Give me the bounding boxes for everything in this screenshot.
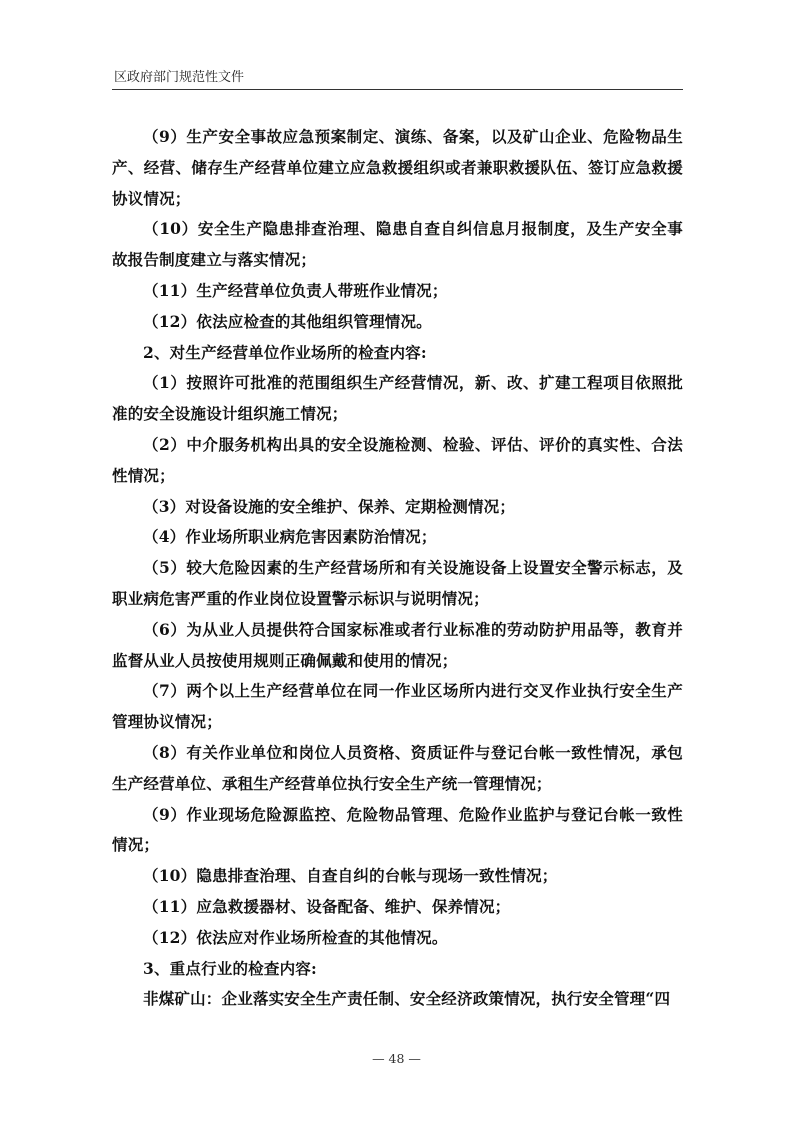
paragraph: （11）应急救援器材、设备配备、维护、保养情况； [143, 896, 511, 916]
paragraph: （2）中介服务机构出具的安全设施检测、检验、评估、评价的真实性、合法性情况； [112, 434, 683, 485]
page-number: — 48 — [372, 1051, 421, 1066]
section-heading: 2、对生产经营单位作业场所的检查内容: [143, 342, 427, 362]
document-body [112, 122, 683, 1015]
paragraph: 非煤矿山：企业落实安全生产责任制、安全经济政策情况，执行安全管理“四 [143, 989, 671, 1009]
paragraph: （10）安全生产隐患排查治理、隐患自查自纠信息月报制度，及生产安全事故报告制度建立与落实情况； [112, 219, 683, 270]
paragraph: （7）两个以上生产经营单位在同一作业区场所内进行交叉作业执行安全生产管理协议情况； [112, 681, 683, 732]
section-heading: 3、重点行业的检查内容: [143, 958, 317, 978]
paragraph: （9）作业现场危险源监控、危险物品管理、危险作业监护与登记台帐一致性情况； [112, 804, 683, 855]
paragraph: （1）按照许可批准的范围组织生产经营情况，新、改、扩建工程项目依照批准的安全设施设计组织施工情况； [112, 373, 683, 424]
paragraph: （5）较大危险因素的生产经营场所和有关设施设备上设置安全警示标志，及职业病危害严重的作业岗位设置警示标识与说明情况； [112, 558, 683, 608]
header-rule [112, 89, 683, 90]
paragraph: （9）生产安全事故应急预案制定、演练、备案，以及矿山企业、危险物品生产、经营、储存生产经营单位建立应急救援组织或者兼职救援队伍、签订应急救援协议情况； [112, 127, 683, 208]
paragraph: （10）隐患排查治理、自查自纠的台帐与现场一致性情况； [143, 866, 558, 886]
paragraph: （8）有关作业单位和岗位人员资格、资质证件与登记台帐一致性情况，承包生产经营单位、承租生产经营单位执行安全生产统一管理情况； [112, 742, 683, 793]
paragraph: （12）依法应对作业场所检查的其他情况。 [143, 927, 448, 947]
paragraph: （12）依法应检查的其他组织管理情况。 [143, 311, 432, 331]
paragraph: （6）为从业人员提供符合国家标准或者行业标准的劳动防护用品等，教育并监督从业人员按使用规则正确佩戴和使用的情况； [112, 619, 683, 670]
document-header: 区政府部门规范性文件 [114, 70, 245, 85]
paragraph: （4）作业场所职业病危害因素防治情况； [143, 527, 437, 547]
paragraph: （11）生产经营单位负责人带班作业情况； [143, 280, 448, 300]
paragraph: （3）对设备设施的安全维护、保养、定期检测情况； [143, 496, 516, 516]
